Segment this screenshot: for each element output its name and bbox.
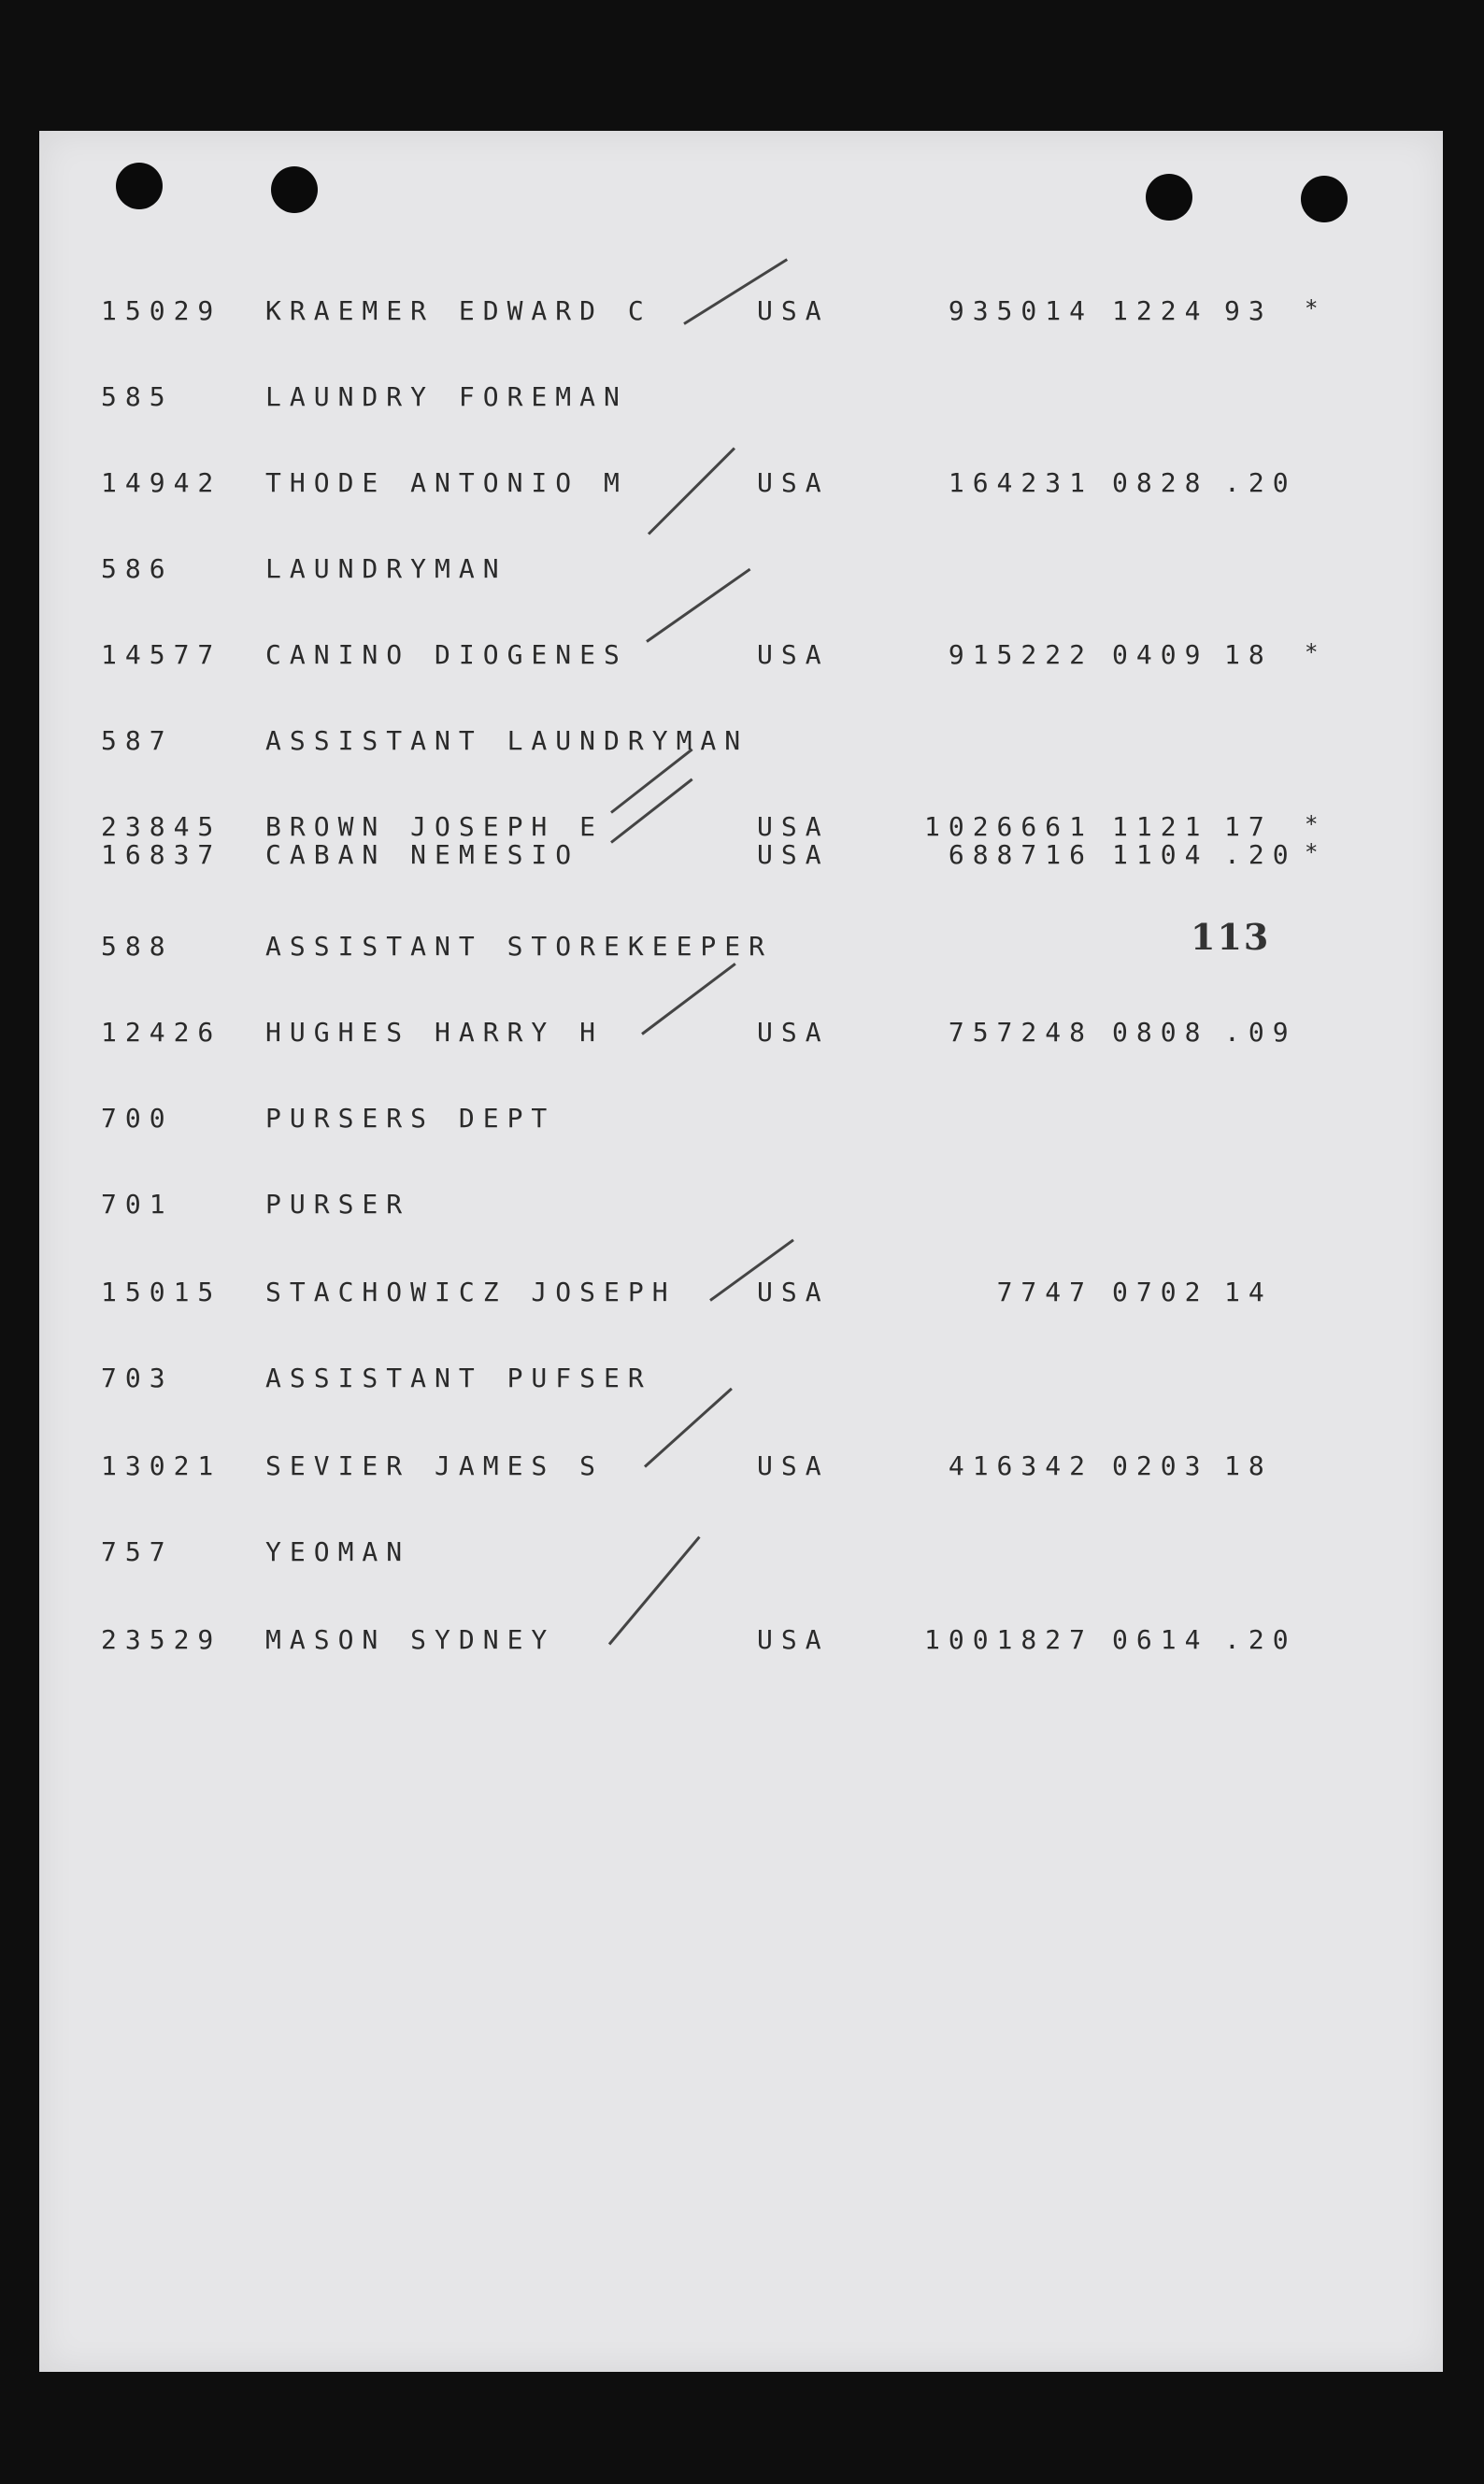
punch-hole [1301, 176, 1348, 222]
certificate-number: 688716 [948, 839, 1093, 870]
asterisk-mark: * [1305, 295, 1319, 321]
certificate-number: 164231 [948, 467, 1093, 498]
punch-hole [1146, 174, 1192, 221]
rating-heading-row [39, 725, 1441, 763]
entry-date: 0614 [1112, 1624, 1209, 1655]
nationality: USA [757, 1450, 830, 1481]
entry-number: 700 [101, 1103, 174, 1134]
nationality: USA [757, 467, 830, 498]
nationality: USA [757, 839, 830, 870]
age: 14 [1224, 1277, 1273, 1307]
page-number: 113 [1191, 916, 1271, 958]
entry-date: 0409 [1112, 639, 1209, 670]
age: 93 [1224, 295, 1273, 326]
crew-entry-row [39, 1277, 1441, 1314]
rating-title: ASSISTANT LAUNDRYMAN [265, 725, 749, 756]
entry-number: 588 [101, 931, 174, 962]
crew-name: HUGHES HARRY H [265, 1017, 605, 1048]
rating-title: YEOMAN [265, 1536, 411, 1567]
crew-entry-row [39, 1624, 1441, 1662]
punch-hole [271, 166, 318, 213]
entry-date: 0808 [1112, 1017, 1209, 1048]
rating-heading-row [39, 1363, 1441, 1400]
entry-number: 14577 [101, 639, 222, 670]
entry-date: 1121 [1112, 811, 1209, 842]
entry-number: 757 [101, 1536, 174, 1567]
nationality: USA [757, 1277, 830, 1307]
entry-date: 0203 [1112, 1450, 1209, 1481]
entry-number: 15015 [101, 1277, 222, 1307]
rating-title: PURSERS DEPT [265, 1103, 556, 1134]
crew-name: CABAN NEMESIO [265, 839, 580, 870]
rating-title: ASSISTANT STOREKEEPER [265, 931, 774, 962]
rating-title: LAUNDRY FOREMAN [265, 381, 628, 412]
nationality: USA [757, 811, 830, 842]
age: 18 [1224, 639, 1273, 670]
entry-number: 587 [101, 725, 174, 756]
rating-heading-row [39, 1536, 1441, 1574]
crew-name: KRAEMER EDWARD C [265, 295, 652, 326]
crew-entry-row [39, 467, 1441, 505]
entry-number: 585 [101, 381, 174, 412]
certificate-number: 416342 [948, 1450, 1093, 1481]
crew-name: CANINO DIOGENES [265, 639, 628, 670]
rating-title: LAUNDRYMAN [265, 553, 507, 584]
crew-entry-row [39, 839, 1441, 877]
crew-name: THODE ANTONIO M [265, 467, 628, 498]
crew-name: STACHOWICZ JOSEPH [265, 1277, 677, 1307]
age: .20 [1224, 467, 1297, 498]
age: 18 [1224, 1450, 1273, 1481]
document-page [39, 131, 1443, 2372]
nationality: USA [757, 1017, 830, 1048]
age: .20 [1224, 1624, 1297, 1655]
punch-hole [116, 163, 163, 209]
entry-date: 0828 [1112, 467, 1209, 498]
nationality: USA [757, 1624, 830, 1655]
asterisk-mark: * [1305, 811, 1319, 837]
certificate-number: 935014 [948, 295, 1093, 326]
crew-entry-row [39, 295, 1441, 333]
certificate-number: 915222 [948, 639, 1093, 670]
entry-number: 701 [101, 1189, 174, 1220]
asterisk-mark: * [1305, 639, 1319, 665]
entry-number: 23845 [101, 811, 222, 842]
entry-number: 703 [101, 1363, 174, 1393]
crew-name: SEVIER JAMES S [265, 1450, 605, 1481]
rating-heading-row [39, 1103, 1441, 1140]
entry-date: 1104 [1112, 839, 1209, 870]
entry-number: 12426 [101, 1017, 222, 1048]
entry-date: 0702 [1112, 1277, 1209, 1307]
nationality: USA [757, 295, 830, 326]
nationality: USA [757, 639, 830, 670]
crew-name: MASON SYDNEY [265, 1624, 556, 1655]
entry-number: 23529 [101, 1624, 222, 1655]
certificate-number: 757248 [948, 1017, 1093, 1048]
certificate-number: 7747 [996, 1277, 1093, 1307]
crew-entry-row [39, 1017, 1441, 1054]
crew-entry-row [39, 1450, 1441, 1488]
age: 17 [1224, 811, 1273, 842]
certificate-number: 1026661 [923, 811, 1093, 842]
rating-heading-row [39, 1189, 1441, 1226]
rating-heading-row [39, 553, 1441, 591]
rating-title: PURSER [265, 1189, 411, 1220]
rating-heading-row [39, 381, 1441, 419]
entry-date: 1224 [1112, 295, 1209, 326]
entry-number: 14942 [101, 467, 222, 498]
rating-heading-row [39, 931, 1441, 968]
age: .09 [1224, 1017, 1297, 1048]
asterisk-mark: * [1305, 839, 1319, 865]
rating-title: ASSISTANT PUFSER [265, 1363, 652, 1393]
crew-entry-row [39, 639, 1441, 677]
entry-number: 13021 [101, 1450, 222, 1481]
certificate-number: 1001827 [923, 1624, 1093, 1655]
crew-name: BROWN JOSEPH E [265, 811, 605, 842]
age: .20 [1224, 839, 1297, 870]
entry-number: 15029 [101, 295, 222, 326]
entry-number: 586 [101, 553, 174, 584]
entry-number: 16837 [101, 839, 222, 870]
